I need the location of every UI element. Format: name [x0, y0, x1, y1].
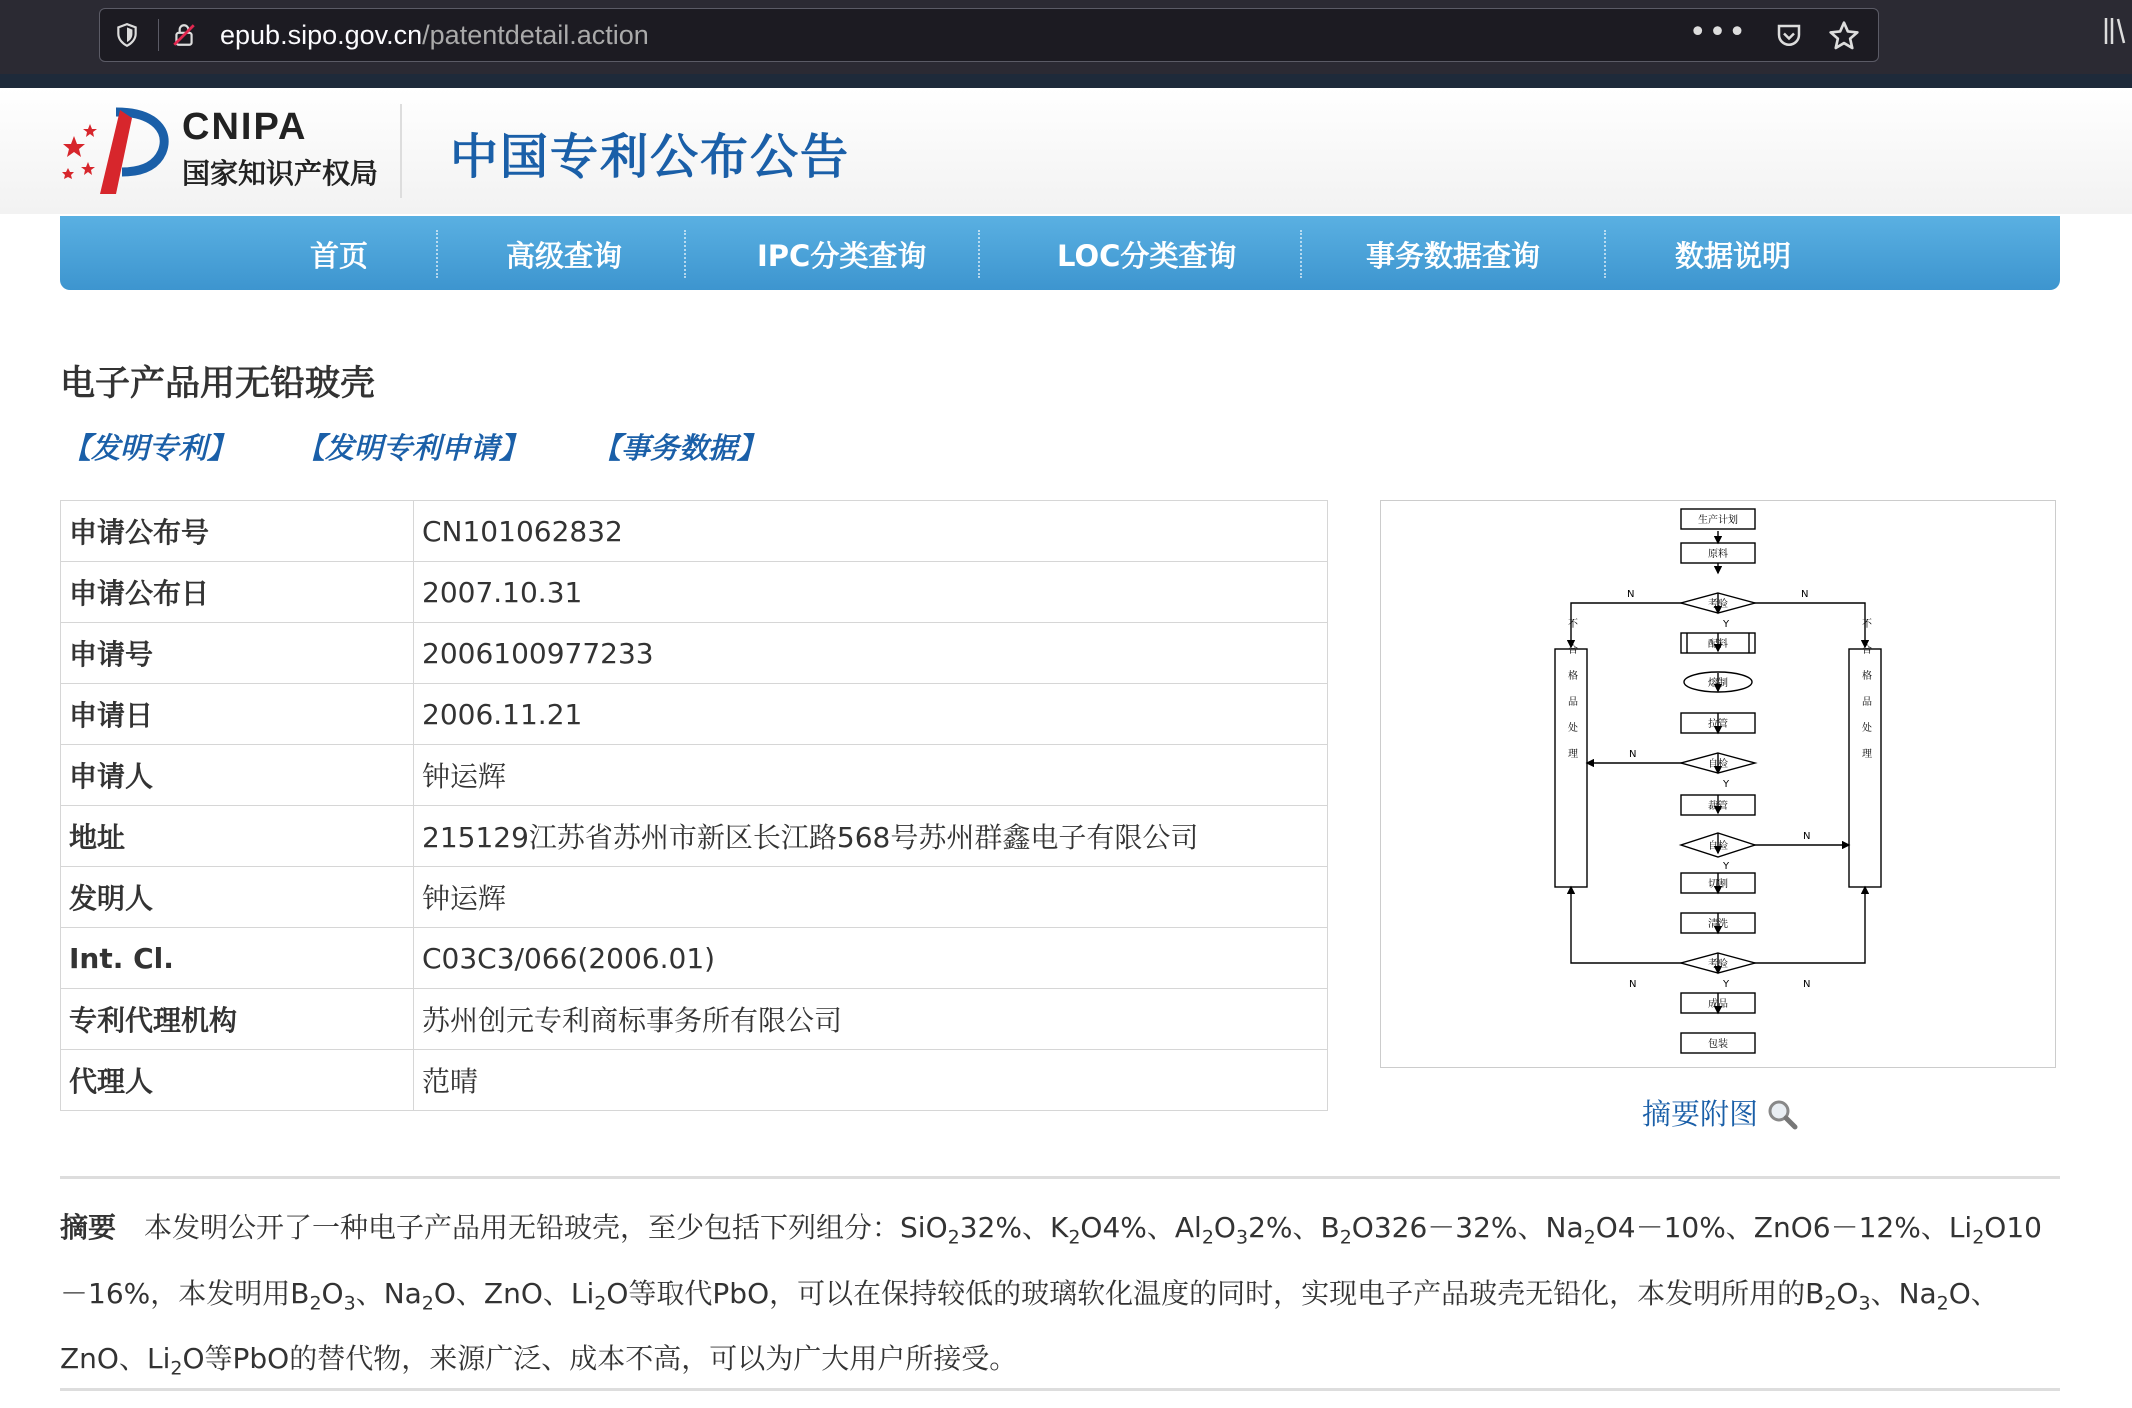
flow-node-label: 自检	[1708, 759, 1728, 770]
table-row	[61, 989, 1328, 1050]
flow-no-label: N	[1803, 831, 1811, 842]
flow-yes-label: Y	[1723, 779, 1730, 790]
flow-node-label: 熔制	[1708, 678, 1728, 689]
patent-title: 电子产品用无铅玻壳	[60, 364, 376, 404]
field-label: 申请人	[61, 745, 414, 806]
browser-strip	[0, 74, 2132, 88]
abstract-label: 摘要	[60, 1211, 117, 1244]
url-bar[interactable]	[99, 8, 1879, 62]
flow-node-label: 配料	[1708, 639, 1728, 650]
subscript: 2	[1583, 1226, 1596, 1249]
field-value: 2006100977233	[414, 623, 1328, 684]
field-label: 地址	[61, 806, 414, 867]
flow-yes-label: Y	[1723, 861, 1730, 872]
field-value: 钟运辉	[414, 867, 1328, 928]
subscript: 2	[170, 1357, 183, 1380]
flow-yes-label: Y	[1723, 979, 1730, 990]
subscript: 3	[343, 1292, 356, 1315]
abstract-segment: 本发明公开了一种电子产品用无铅玻壳，至少包括下列组分：SiO	[144, 1211, 948, 1244]
abstract-segment: O4－10%、ZnO6－12%、Li	[1595, 1211, 1973, 1244]
library-icon[interactable]	[2102, 14, 2128, 48]
table-row	[61, 806, 1328, 867]
bookmark-star-icon[interactable]	[1828, 20, 1860, 52]
abstract-segment: O	[1836, 1276, 1859, 1310]
cnipa-emblem-icon	[60, 106, 180, 194]
abstract-segment: O	[1213, 1211, 1236, 1244]
flow-no-label: N	[1803, 979, 1811, 990]
subscript: 3	[1858, 1292, 1871, 1315]
table-row	[61, 867, 1328, 928]
nav-separator	[436, 230, 438, 278]
abstract-segment: O4%、Al	[1080, 1211, 1202, 1244]
logo-text: CNIPA	[182, 106, 308, 148]
page-actions-menu-icon[interactable]: •••	[1688, 15, 1748, 50]
divider	[60, 1388, 2060, 1391]
flow-node-label: 清洗	[1708, 919, 1728, 930]
subscript: 2	[1936, 1292, 1949, 1315]
site-title: 中国专利公布公告	[450, 129, 851, 185]
flow-node-label: 切割	[1708, 879, 1728, 890]
table-row	[61, 1050, 1328, 1111]
flow-side-label-left: 不合格品处理	[1565, 618, 1577, 774]
url-host: epub.sipo.gov.cn	[220, 20, 423, 50]
browser-toolbar	[0, 0, 2132, 74]
flow-node-label: 生产计划	[1698, 515, 1738, 526]
field-value: 2006.11.21	[414, 684, 1328, 745]
header-divider	[400, 104, 402, 198]
field-value: CN101062832	[414, 501, 1328, 562]
flow-no-label: N	[1801, 589, 1809, 600]
nav-separator	[978, 230, 980, 278]
table-row	[61, 745, 1328, 806]
url-path: /patentdetail.action	[422, 20, 649, 50]
subscript: 2	[594, 1292, 607, 1315]
field-label: 申请号	[61, 623, 414, 684]
abstract-text	[60, 1200, 2050, 1397]
abstract-segment: 、Na	[355, 1276, 422, 1310]
patent-info-table	[60, 500, 1328, 1111]
flow-node-label: 拉管	[1708, 719, 1728, 730]
flow-no-label: N	[1629, 749, 1637, 760]
abstract-segment: 2%、B	[1248, 1211, 1340, 1244]
abstract-segment: O等取代PbO，可以在保持较低的玻璃软化温度的同时，实现电子产品玻壳无铅化，本发明所用的B	[606, 1276, 1825, 1310]
field-value: 钟运辉	[414, 745, 1328, 806]
subscript: 2	[1824, 1292, 1837, 1315]
table-row	[61, 684, 1328, 745]
nav-item-home[interactable]: 首页	[310, 239, 369, 273]
url-text[interactable]	[220, 20, 649, 51]
flow-node-label: 考验	[1708, 959, 1728, 970]
table-row	[61, 928, 1328, 989]
insecure-lock-icon[interactable]	[171, 22, 197, 48]
tag-invention-application[interactable]: 【发明专利申请】	[296, 431, 529, 465]
flow-node-label: 考验	[1708, 599, 1728, 610]
subscript: 2	[421, 1292, 434, 1315]
abstract-segment: O326－32%、Na	[1351, 1211, 1584, 1244]
divider	[60, 1176, 2060, 1179]
flow-node-label: 自检	[1708, 841, 1728, 852]
subscript: 2	[309, 1292, 322, 1315]
table-row	[61, 501, 1328, 562]
flow-node-label: 原料	[1708, 549, 1728, 560]
cnipa-logo[interactable]	[60, 102, 400, 198]
flow-node-label: 包装	[1708, 1039, 1728, 1050]
abstract-segment: O、ZnO、Li	[60, 1276, 1999, 1376]
abstract-segment: O等PbO的替代物，来源广泛、成本不高，可以为广大用户所接受。	[182, 1342, 1018, 1376]
nav-item-loc-search[interactable]: LOC分类查询	[1057, 239, 1237, 273]
figure-caption-link[interactable]: 摘要附图	[1642, 1097, 1759, 1131]
flow-no-label: N	[1627, 589, 1635, 600]
flow-no-label: N	[1629, 979, 1637, 990]
logo-subtext: 国家知识产权局	[182, 157, 379, 190]
flow-node-label: 裁管	[1708, 801, 1728, 812]
field-value: 范晴	[414, 1050, 1328, 1111]
nav-item-advanced-search[interactable]: 高级查询	[506, 239, 623, 273]
table-row	[61, 623, 1328, 684]
subscript: 2	[1339, 1226, 1352, 1249]
url-separator	[158, 19, 159, 51]
field-label: 申请公布日	[61, 562, 414, 623]
tag-invention-patent[interactable]: 【发明专利】	[62, 431, 237, 465]
subscript: 2	[1972, 1226, 1985, 1249]
abstract-segment: 、Na	[1870, 1276, 1937, 1310]
field-label: 代理人	[61, 1050, 414, 1111]
nav-item-transaction-search[interactable]: 事务数据查询	[1366, 239, 1541, 273]
magnifier-icon[interactable]	[1766, 1098, 1798, 1130]
field-value: 苏州创元专利商标事务所有限公司	[414, 989, 1328, 1050]
nav-item-ipc-search[interactable]: IPC分类查询	[757, 239, 927, 273]
table-row	[61, 562, 1328, 623]
field-label: Int. Cl.	[61, 928, 414, 989]
tag-transaction-data[interactable]: 【事务数据】	[592, 431, 767, 465]
field-label: 专利代理机构	[61, 989, 414, 1050]
field-value: 215129江苏省苏州市新区长江路568号苏州群鑫电子有限公司	[414, 806, 1328, 867]
abstract-figure[interactable]	[1380, 500, 2056, 1068]
subscript: 2	[1068, 1226, 1081, 1249]
subscript: 2	[1201, 1226, 1214, 1249]
field-label: 发明人	[61, 867, 414, 928]
nav-separator	[1300, 230, 1302, 278]
subscript: 2	[947, 1226, 960, 1249]
flowchart-diagram	[1381, 501, 2055, 1067]
field-label: 申请公布号	[61, 501, 414, 562]
nav-separator	[684, 230, 686, 278]
abstract-segment: O、ZnO、Li	[433, 1276, 595, 1310]
main-nav	[60, 216, 2060, 290]
abstract-segment: O10－16%，本发明用B	[60, 1211, 2042, 1310]
subscript: 3	[1235, 1226, 1249, 1249]
pocket-icon[interactable]	[1774, 21, 1804, 51]
flow-node-label: 成品	[1708, 999, 1728, 1010]
flow-yes-label: Y	[1723, 619, 1730, 630]
shield-icon[interactable]	[114, 22, 140, 48]
abstract-segment: O	[321, 1276, 344, 1310]
nav-item-data-description[interactable]: 数据说明	[1675, 239, 1792, 273]
field-label: 申请日	[61, 684, 414, 745]
abstract-segment: 32%、K	[959, 1211, 1069, 1244]
nav-separator	[1604, 230, 1606, 278]
field-value: 2007.10.31	[414, 562, 1328, 623]
flow-side-label-right: 不合格品处理	[1859, 618, 1871, 774]
field-value: C03C3/066(2006.01)	[414, 928, 1328, 989]
